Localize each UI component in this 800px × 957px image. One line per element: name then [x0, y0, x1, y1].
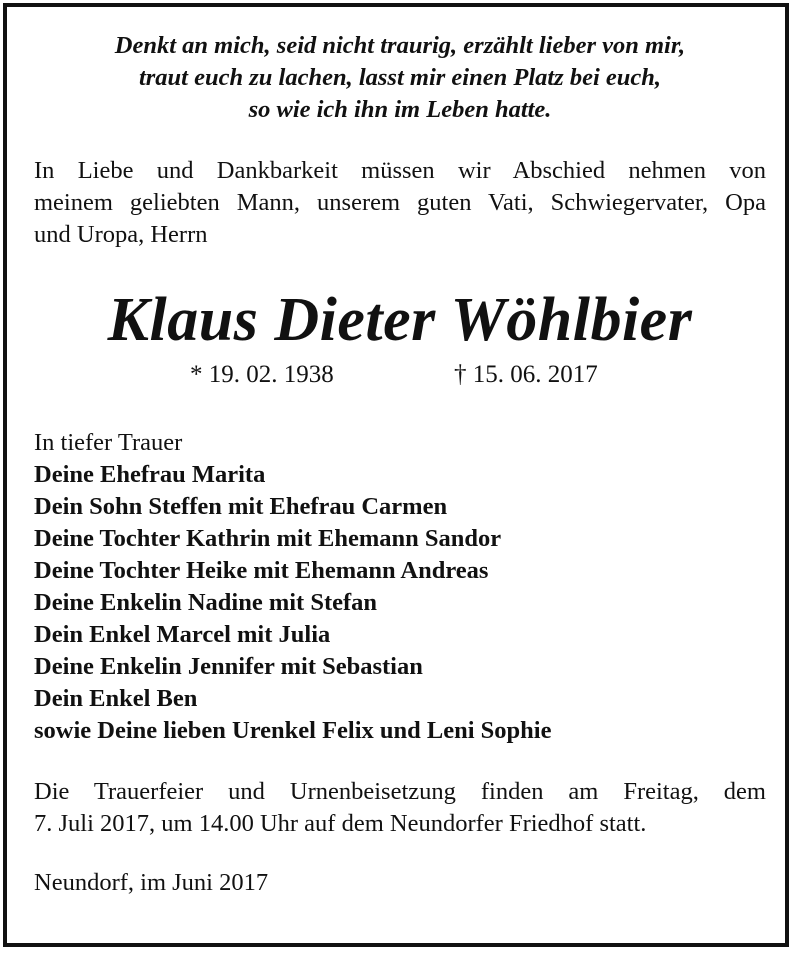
ceremony-line: 7. Juli 2017, um 14.00 Uhr auf dem Neundorfer Friedhof statt.	[34, 810, 647, 837]
deceased-name: Klaus Dieter Wöhlbier	[107, 286, 693, 354]
farewell-intro	[34, 155, 766, 251]
list-item: Deine Tochter Kathrin mit Ehemann Sandor	[34, 525, 502, 552]
list-item: Deine Tochter Heike mit Ehemann Andreas	[34, 557, 489, 584]
poem-line: so wie ich ihn im Leben hatte.	[248, 96, 552, 123]
list-item: Dein Sohn Steffen mit Ehefrau Carmen	[34, 493, 448, 520]
birth-date: * 19. 02. 1938	[190, 361, 334, 388]
poem-verse	[34, 30, 766, 126]
intro-line: und Uropa, Herrn	[34, 221, 208, 248]
poem-line: traut euch zu lachen, lasst mir einen Platz bei euch,	[138, 64, 662, 91]
death-date: † 15. 06. 2017	[454, 361, 598, 388]
place-and-date: Neundorf, im Juni 2017	[34, 869, 269, 896]
list-item: Dein Enkel Marcel mit Julia	[34, 621, 331, 648]
mourners-list	[34, 459, 766, 747]
list-item: Deine Enkelin Jennifer mit Sebastian	[34, 653, 423, 680]
life-dates	[34, 359, 766, 395]
poem-line: Denkt an mich, seid nicht traurig, erzählt lieber von mir,	[114, 32, 686, 59]
list-item: Deine Enkelin Nadine mit Stefan	[34, 589, 378, 616]
intro-line: In Liebe und Dankbarkeit müssen wir Abschied nehmen von	[34, 157, 766, 184]
list-item: Deine Ehefrau Marita	[34, 461, 266, 488]
obituary-notice	[34, 0, 766, 899]
ceremony-details	[34, 776, 766, 840]
list-item: sowie Deine lieben Urenkel Felix und Leni Sophie	[34, 717, 552, 744]
ceremony-line: Die Trauerfeier und Urnenbeisetzung finden am Freitag, dem	[34, 778, 766, 805]
intro-line: meinem geliebten Mann, unserem guten Vati, Schwiegervater, Opa	[34, 189, 766, 216]
list-item: Dein Enkel Ben	[34, 685, 198, 712]
mourning-intro: In tiefer Trauer	[34, 429, 183, 456]
